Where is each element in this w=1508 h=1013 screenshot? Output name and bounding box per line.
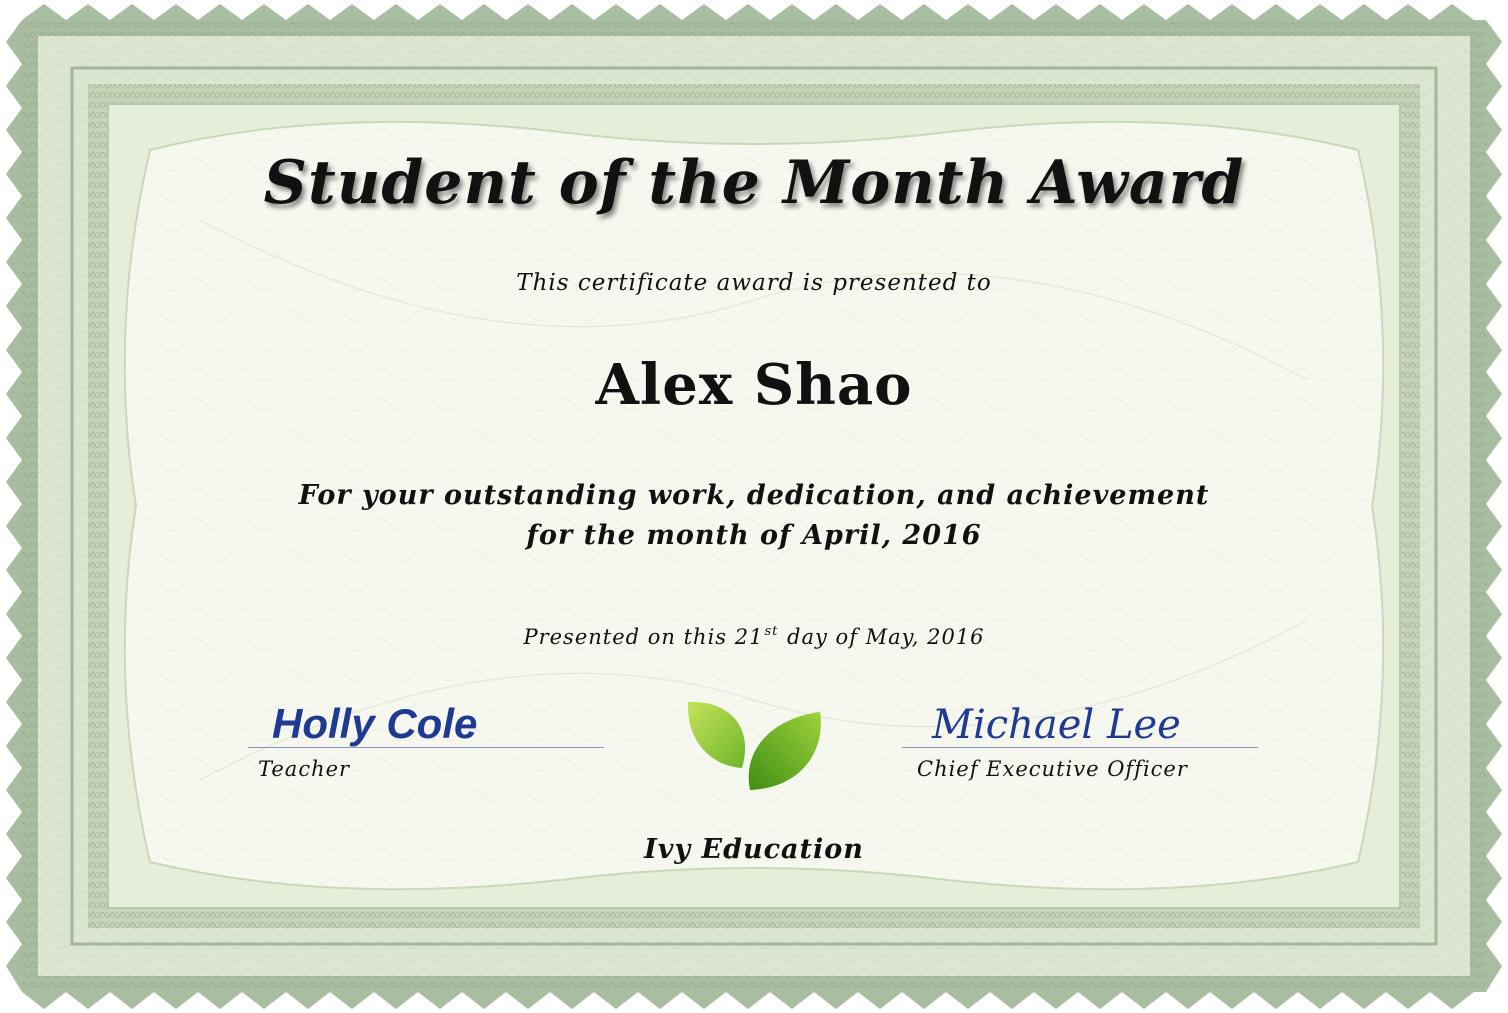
ceo-signature: Michael Lee bbox=[932, 702, 1181, 748]
teacher-signature: Holly Cole bbox=[272, 700, 478, 747]
leaf-icon bbox=[680, 694, 830, 794]
ceo-role: Chief Executive Officer bbox=[917, 757, 1188, 781]
award-reason-line-2: for the month of April, 2016 bbox=[526, 520, 982, 551]
ceo-signature-line bbox=[902, 747, 1258, 748]
certificate-title: Student of the Month Award bbox=[263, 148, 1245, 218]
presented-date bbox=[0, 624, 1508, 649]
organization-name: Ivy Education bbox=[644, 834, 864, 865]
presented-date-rest: day of May, 2016 bbox=[779, 625, 985, 649]
recipient-name: Alex Shao bbox=[595, 352, 913, 418]
award-reason-line-1: For your outstanding work, dedication, and achievement bbox=[298, 480, 1210, 511]
presented-date-prefix: Presented on this 21 bbox=[523, 625, 764, 649]
intro-text: This certificate award is presented to bbox=[516, 270, 992, 296]
teacher-signature-line bbox=[248, 747, 604, 748]
award-reason bbox=[0, 476, 1508, 556]
teacher-role: Teacher bbox=[258, 757, 351, 781]
presented-date-ordinal: st bbox=[764, 624, 779, 639]
